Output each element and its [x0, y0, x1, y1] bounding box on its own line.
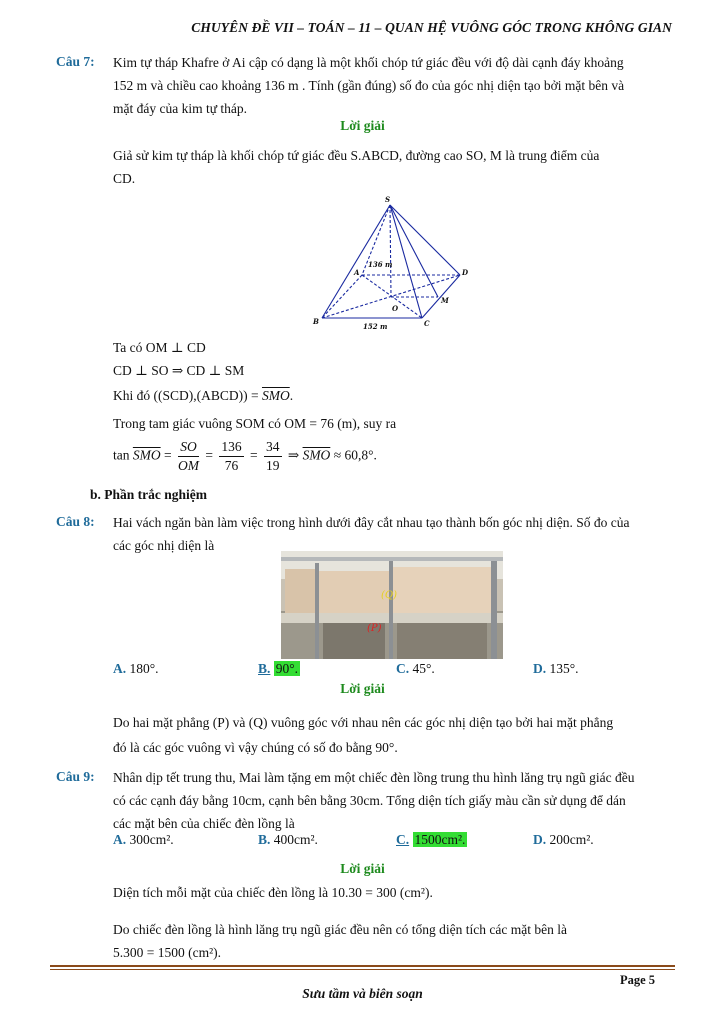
question-9-line-2: có các cạnh đáy bằng 10cm, cạnh bên bằng 30cm. Tổng diện tích giấy màu cần sử dụng để dán [113, 793, 626, 808]
height-SO [390, 205, 391, 297]
label-height: 136 m [368, 260, 393, 269]
question-9-solution-title: Lời giải [340, 861, 385, 876]
tan-formula: $\tan \overline{SMO}$ = $\frac{SO}{OM}$ = $\frac{136}{76}$ = $\frac{34}{19}$ ⇒ $\overline{SMO} \approx 60,8^\circ$. [113, 439, 377, 473]
footer-rule-thin [50, 969, 675, 970]
q9-option-d-letter: D. [533, 832, 547, 847]
q9-option-a[interactable] [113, 832, 174, 848]
question-7-label: Câu 7: [56, 54, 95, 69]
q8-option-d-letter: D. [533, 661, 547, 676]
question-8-solution-line-2: đó là các góc vuông vì vậy chúng có số đo bằng 90°. [113, 740, 398, 755]
step-dihedral-suffix: . [289, 388, 294, 403]
question-9-solution-rest [113, 918, 673, 964]
q8-option-a-letter: A. [113, 661, 127, 676]
question-9-solution-line-3: 5.300 = 1500 (cm²). [113, 945, 222, 960]
question-9-text [113, 766, 673, 835]
q8-option-c-value: 45°. [412, 661, 435, 676]
label-base: 152 m [363, 322, 388, 331]
segment-SM [390, 205, 438, 297]
question-8-solution-line-1: Do hai mặt phẳng (P) và (Q) vuông góc với nhau nên các góc nhị diện tạo bởi hai mặt phẳng [113, 715, 614, 730]
q9-option-a-letter: A. [113, 832, 127, 847]
q9-option-c-letter: C. [396, 832, 410, 847]
label-A: A [354, 268, 360, 277]
q9-option-a-value: 300cm². [129, 832, 174, 847]
q8-option-a[interactable] [113, 661, 159, 677]
question-8-label: Câu 8: [56, 514, 95, 529]
q9-option-c-value-highlighted: 1500cm². [414, 832, 466, 847]
label-O: O [392, 304, 399, 313]
question-9-solution-line-1: Diện tích mỗi mặt của chiếc đèn lồng là 10.30 = 300 (cm²). [113, 885, 433, 900]
question-7-solution-title: Lời giải [340, 118, 385, 133]
footer-rule-thick [50, 965, 675, 967]
question-8-solution-title: Lời giải [340, 681, 385, 696]
angle-smo: $\overline{SMO}$ [261, 388, 290, 403]
edge-SD [390, 205, 460, 275]
step-dihedral [113, 384, 513, 407]
step-om-perp-cd: Ta có OM ⊥ CD [113, 340, 206, 355]
footer-note: Sưu tầm và biên soạn [302, 986, 423, 1001]
label-B: B [313, 317, 319, 326]
fraction-136-76: $\frac{136}{76}$ [221, 439, 242, 473]
q9-option-b-value: 400cm². [273, 832, 318, 847]
photo-label-q: (Q) [381, 590, 398, 601]
question-7-line-1: Kim tự tháp Khafre ở Ai cập có dạng là một khối chóp tứ giác đều với độ dài cạnh đáy khoảng [113, 55, 624, 70]
q8-option-c-letter: C. [396, 661, 410, 676]
office-partition-photo [281, 551, 503, 659]
fraction-34-19: $\frac{34}{19}$ [266, 439, 280, 473]
question-9-label: Câu 9: [56, 769, 95, 784]
question-9-line-1: Nhân dịp tết trung thu, Mai làm tặng em một chiếc đèn lồng trung thu hình lăng trụ ngũ giác đều [113, 770, 635, 785]
q9-option-b-letter: B. [258, 832, 271, 847]
step-triangle-som: Trong tam giác vuông SOM có OM = 76 (m), suy ra [113, 416, 397, 431]
q9-option-d-value: 200cm². [549, 832, 594, 847]
q8-option-d-value: 135°. [549, 661, 579, 676]
label-D: D [462, 268, 469, 277]
fraction-so-om: $\frac{SO}{OM}$ [178, 439, 199, 473]
question-7-steps [113, 336, 513, 435]
q9-option-d[interactable] [533, 832, 594, 848]
question-8-solution [113, 710, 673, 760]
label-S: S [385, 195, 391, 204]
tan-label: tan [113, 447, 130, 463]
question-7-solution-line-2: CD. [113, 171, 136, 186]
question-9-line-3: các mặt bên của chiếc đèn lồng là [113, 816, 295, 831]
question-9-solution-line-2: Do chiếc đèn lồng là hình lăng trụ ngũ giác đều nên có tổng diện tích các mặt bên là [113, 922, 567, 937]
q8-option-b[interactable] [258, 661, 300, 677]
step-dihedral-prefix: Khi đó ((SCD),(ABCD)) = [113, 388, 262, 403]
page-header-title: CHUYÊN ĐỀ VII – TOÁN – 11 – QUAN HỆ VUÔNG GÓC TRONG KHÔNG GIAN [191, 20, 672, 35]
tan-angle: $\overline{SMO}$ [132, 447, 161, 463]
q9-option-b[interactable] [258, 832, 318, 848]
question-7-text [113, 51, 673, 120]
question-8-line-2: các góc nhị diện là [113, 538, 215, 553]
q9-option-c[interactable] [396, 832, 467, 848]
q8-option-a-value: 180°. [129, 661, 159, 676]
q8-option-b-letter: B. [258, 661, 271, 676]
question-7-solution-line-1: Giả sử kim tự tháp là khối chóp tứ giác đều S.ABCD, đường cao SO, M là trung điểm của [113, 148, 600, 163]
question-7-solution-intro [113, 144, 673, 190]
section-b-title: b. Phần trắc nghiệm [90, 487, 208, 502]
q8-option-c[interactable] [396, 661, 435, 677]
q8-option-b-value-highlighted: 90°. [275, 661, 299, 676]
implies-arrow: ⇒ [287, 447, 300, 463]
step-cd-perp-sm: CD ⊥ SO ⇒ CD ⊥ SM [113, 363, 245, 378]
question-8-line-1: Hai vách ngăn bàn làm việc trong hình dưới đây cắt nhau tạo thành bốn góc nhị diện. Số đo của [113, 515, 630, 530]
tan-result-value: ≈ 60,8°. [333, 447, 377, 463]
label-M: M [441, 296, 449, 305]
label-C: C [424, 319, 430, 328]
photo-label-p: (P) [367, 623, 382, 634]
q8-option-d[interactable] [533, 661, 579, 677]
pyramid-figure [310, 193, 480, 333]
edge-SC [390, 205, 422, 318]
page-number: Page 5 [620, 973, 656, 987]
tan-angle-result: $\overline{SMO}$ [302, 447, 331, 463]
question-7-line-3: mặt đáy của kim tự tháp. [113, 101, 248, 116]
question-7-line-2: 152 m và chiều cao khoảng 136 m . Tính (gần đúng) số đo của góc nhị diện tạo bởi mặt bên và [113, 78, 625, 93]
